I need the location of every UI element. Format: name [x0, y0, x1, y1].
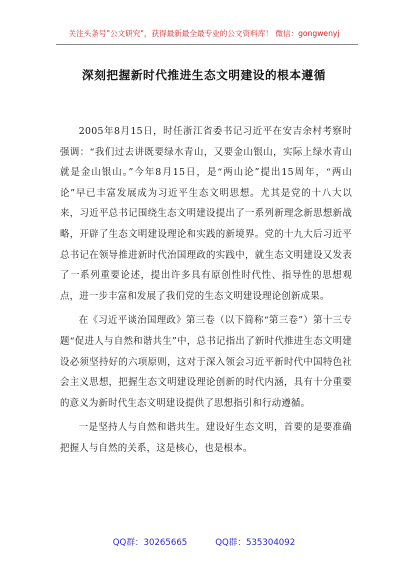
- paragraph-2: 在《习近平谈治国理政》第三卷（以下简称“第三卷”）第十三专题“促进人与自然和谐共生”中，总书记指出了新时代推进生态文明建设必须坚持好的六项原则，这对于深入领会习近平新时代中国特色社会主义思想，把握生态文明建设理论创新的时代内涵，具有十分重要的意义为新时代生态文明建设提供了思想指引和行动遵循。: [60, 315, 352, 409]
- document-title: 深刻把握新时代推进生态文明建设的根本遵循: [82, 68, 326, 82]
- footer-qq-group-1: QQ群：30265665: [112, 538, 188, 548]
- paragraph-3: 一是坚持人与自然和谐共生。建设好生态文明，首要的是要准确把握人与自然的关系，这是核心，也是根本。: [60, 422, 352, 454]
- document-body: [60, 122, 352, 464]
- header-divider: [56, 44, 358, 45]
- header-promo-note: 关注头条号"公文研究"，获得最新最全最专业的公文资料库！ 微信：gongwenyj: [68, 29, 340, 38]
- footer-qq-group-2: QQ群：535304092: [215, 538, 296, 548]
- footer-contact: [0, 536, 408, 548]
- paragraph-1: 2005年8月15日，时任浙江省委书记习近平在安吉余村考察时强调：“我们过去讲既要绿水青山，又要金山银山，实际上绿水青山就是金山银山。”今年8月15日，是“两山论”提出15周年，“两山论”早已丰富发展成为习近平生态文明思想。尤其是党的十八大以来，习近平总书记围绕生态文明建设提出了一系列新理念新思想新战略，开辟了生态文明建设理论和实践的新境界。党的十九大后习近平总书记在领导推进新时代治国理政的实践中，就生态文明建设又发表了一系列重要论述，提出许多具有原创性时代性、指导性的思想观点，进一步丰富和发展了我们党的生态文明建设理论创新成果。: [60, 126, 352, 302]
